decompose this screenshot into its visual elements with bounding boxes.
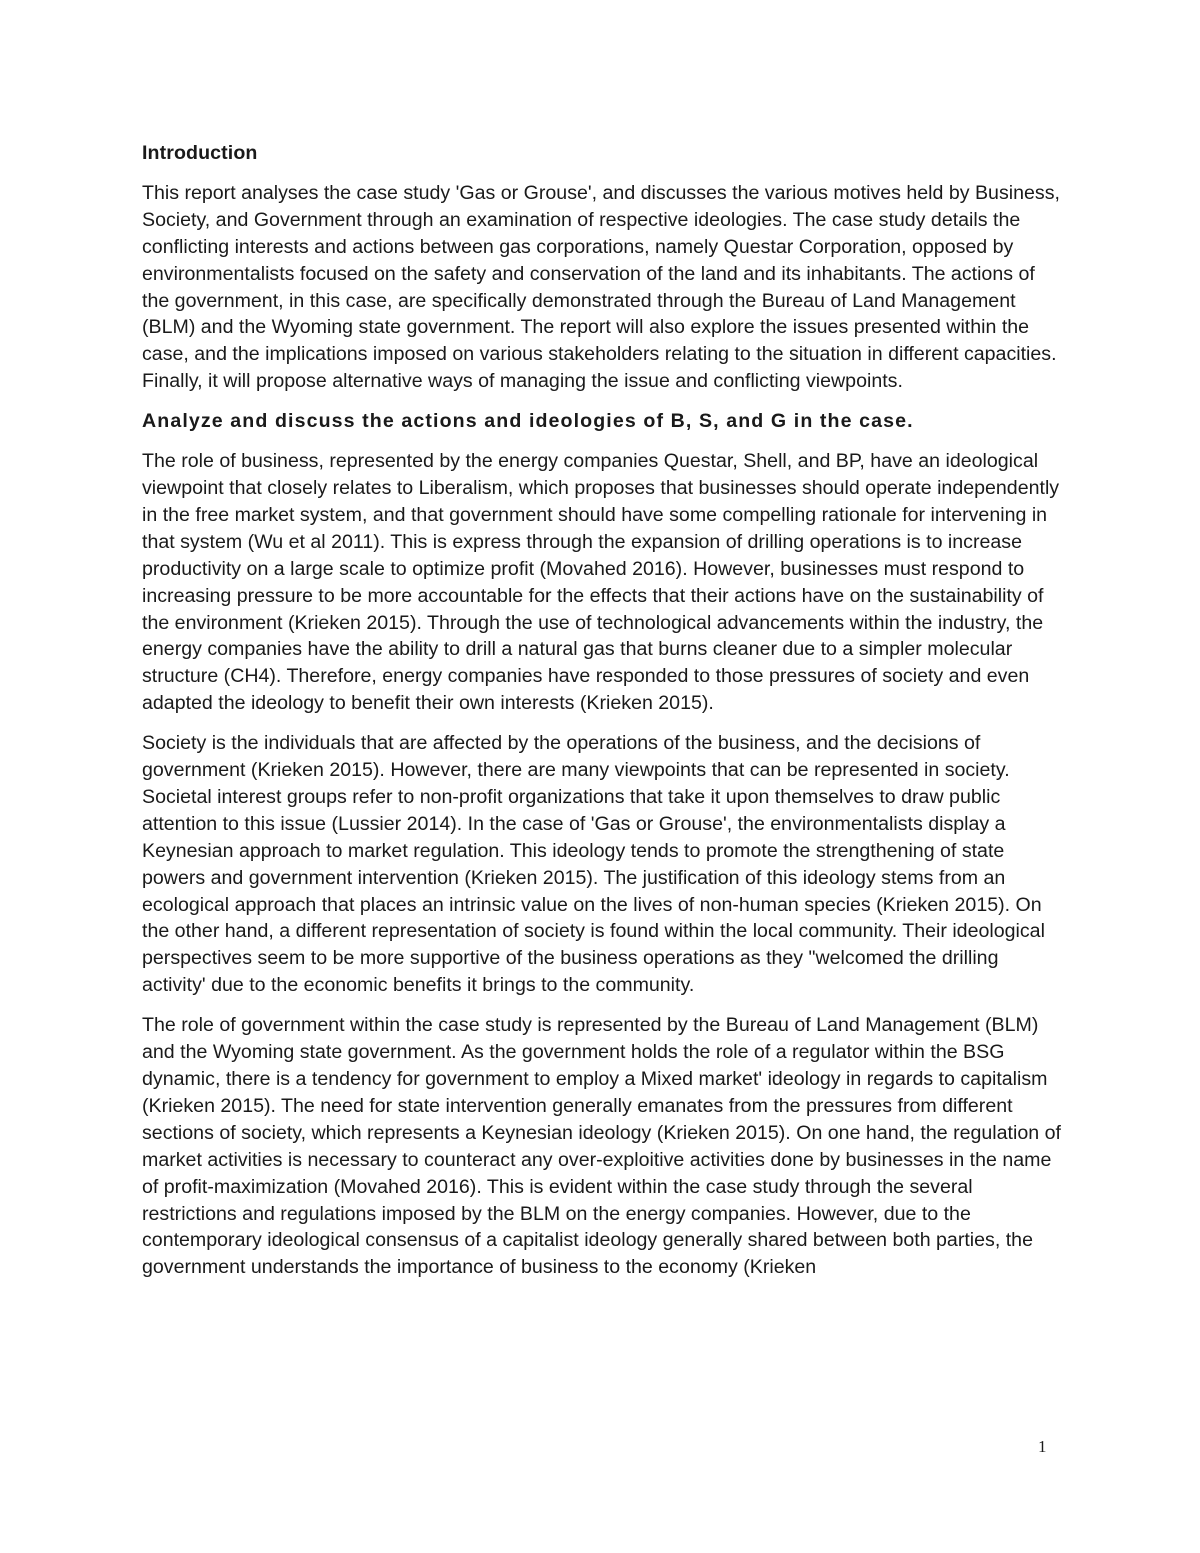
page-number: 1 bbox=[1038, 1437, 1047, 1456]
section-heading-analysis: Analyze and discuss the actions and ideologies of B, S, and G in the case. bbox=[142, 410, 914, 433]
section-heading-introduction: Introduction bbox=[142, 142, 258, 164]
paragraph-society: Society is the individuals that are affected by the operations of the business, and the decisions of government (Krieken 2015). However, there are many viewpoints that can be represented in society. Societal interest groups refer to non-profit organizations that take it upon themselves to draw public attention to this issue (Lussier 2014). In the case of 'Gas or Grouse', the environmentalists display a Keynesian approach to market regulation. This ideology tends to promote the strengthening of state powers and government intervention (Krieken 2015). The justification of this ideology stems from an ecological approach that places an intrinsic value on the lives of non-human species (Krieken 2015). On the other hand, a different representation of society is found within the local community. Their ideological perspectives seem to be more supportive of the business operations as they "welcomed the drilling activity' due to the economic benefits it brings to the community. bbox=[142, 732, 1045, 997]
paragraph-business: The role of business, represented by the energy companies Questar, Shell, and BP, have an ideological viewpoint that closely relates to Liberalism, which proposes that businesses should operate independently in the free market system, and that government should have some compelling rationale for intervening in that system (Wu et al 2011). This is express through the expansion of drilling operations is to increase productivity on a large scale to optimize profit (Movahed 2016). However, businesses must respond to increasing pressure to be more accountable for the effects that their actions have on the sustainability of the environment (Krieken 2015). Through the use of technological advancements within the industry, the energy companies have the ability to drill a natural gas that burns cleaner due to a simpler molecular structure (CH4). Therefore, energy companies have responded to those pressures of society and even adapted the ideology to benefit their own interests (Krieken 2015). bbox=[142, 450, 1060, 715]
document-body bbox=[142, 140, 1062, 1294]
paragraph-government: The role of government within the case study is represented by the Bureau of Land Management (BLM) and the Wyoming state government. As the government holds the role of a regulator within the BSG dynamic, there is a tendency for government to employ a Mixed market' ideology in regards to capitalism (Krieken 2015). The need for state intervention generally emanates from the pressures from different sections of society, which represents a Keynesian ideology (Krieken 2015). On one hand, the regulation of market activities is necessary to counteract any over-exploitive activities done by businesses in the name of profit-maximization (Movahed 2016). This is evident within the case study through the several restrictions and regulations imposed by the BLM on the energy companies. However, due to the contemporary ideological consensus of a capitalist ideology generally shared between both parties, the government understands the importance of business to the economy (Krieken bbox=[142, 1014, 1061, 1279]
paragraph-introduction: This report analyses the case study 'Gas or Grouse', and discusses the various motives held by Business, Society, and Government through an examination of respective ideologies. The case study details the conflicting interests and actions between gas corporations, namely Questar Corporation, opposed by environmentalists focused on the safety and conservation of the land and its inhabitants. The actions of the government, in this case, are specifically demonstrated through the Bureau of Land Management (BLM) and the Wyoming state government. The report will also explore the issues presented within the case, and the implications imposed on various stakeholders relating to the situation in different capacities. Finally, it will propose alternative ways of managing the issue and conflicting viewpoints. bbox=[142, 181, 1060, 393]
